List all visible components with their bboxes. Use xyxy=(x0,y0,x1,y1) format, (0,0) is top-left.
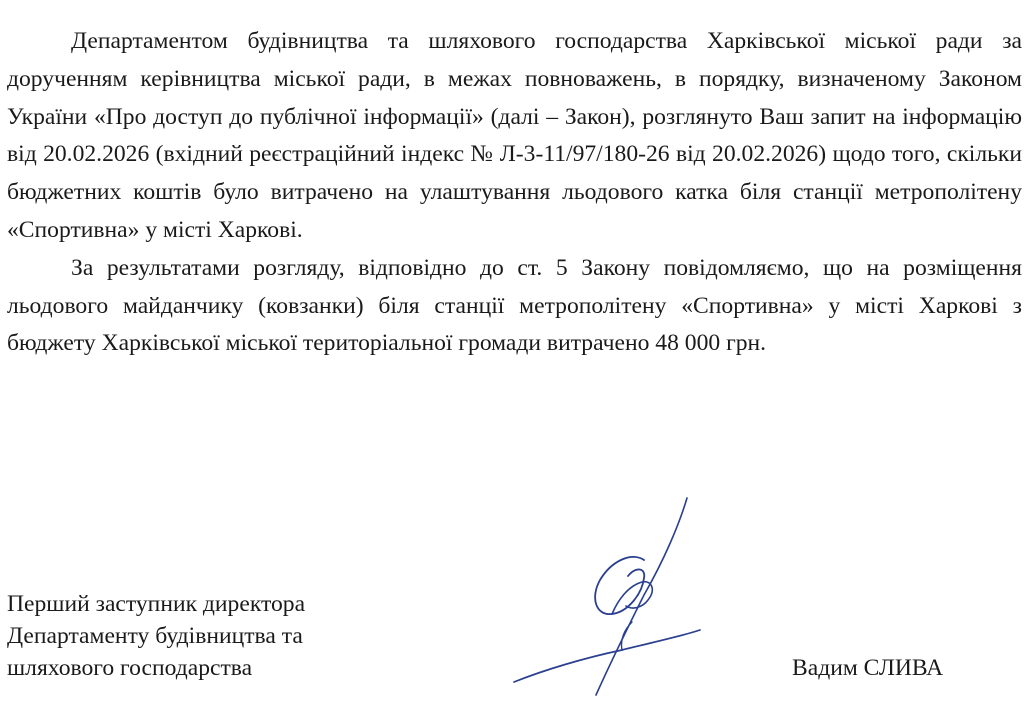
paragraph-result: За результатами розгляду, відповідно до ст. 5 Закону повідомляємо, що на розміщення льодового майданчику (ковзанки) біля станції метрополітену «Спортивна» у місті Харкові з бюджету Харківської міської територіальної громади витрачено 48 000 грн. xyxy=(7,254,1022,357)
paragraph-request-summary: Департаментом будівництва та шляхового господарства Харківської міської ради за дорученням керівництва міської ради, в межах повноважень, в порядку, визначеному Законом України «Про доступ до публічної інформації» (далі – Закон), розглянуто Ваш запит на інформацію від 20.02.2026 (вхідний реєстраційний індекс № Л-3-11/97/180-26 від 20.02.2026) щодо того, скільки бюджетних коштів було витрачено на улаштування льодового катка біля станції метрополітену «Спортивна» у місті Харкові. xyxy=(7,28,1022,243)
signer-position-line: Перший заступник директора xyxy=(7,591,306,617)
signature-block xyxy=(7,570,1022,720)
signer-name: Вадим СЛИВА xyxy=(792,655,944,681)
signer-position xyxy=(7,588,305,684)
signer-position-line: Департаменту будівництва та xyxy=(7,623,303,649)
signer-position-line: шляхового господарства xyxy=(7,655,253,681)
letter-body xyxy=(7,23,1022,363)
handwritten-signature xyxy=(504,490,704,700)
